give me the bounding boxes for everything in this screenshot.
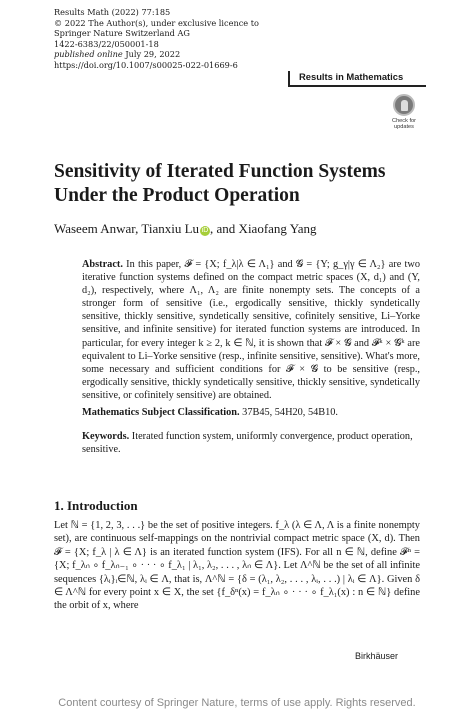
keywords-label: Keywords. xyxy=(82,431,130,442)
check-for-updates-icon xyxy=(393,94,415,116)
copyright-line: © 2022 The Author(s), under exclusive licence to xyxy=(54,17,259,28)
publisher-logo xyxy=(355,651,398,661)
msc-codes: 37B45, 54H20, 54B10. xyxy=(239,407,338,418)
published-line xyxy=(54,49,294,60)
msc-classification xyxy=(82,407,420,418)
msc-label: Mathematics Subject Classification. xyxy=(82,407,240,418)
doi-link[interactable]: https://doi.org/10.1007/s00025-022-01669-6 xyxy=(54,59,238,70)
article-metadata xyxy=(54,7,294,71)
check-for-updates-badge[interactable] xyxy=(389,94,419,130)
authors-last: , and Xiaofang Yang xyxy=(210,221,317,236)
abstract-label: Abstract. xyxy=(82,259,123,270)
section-heading: 1. Introduction xyxy=(54,498,138,513)
badge-label: Check for updates xyxy=(392,118,416,131)
publisher-name: Birkhäuser xyxy=(355,651,399,661)
issn-line: 1422-6383/22/050001-18 xyxy=(54,38,159,49)
authors-first: Waseem Anwar, Tianxiu Lu xyxy=(54,221,200,236)
citation-line: Results Math (2022) 77:185 xyxy=(54,7,171,17)
orcid-icon[interactable]: iD xyxy=(201,227,209,234)
journal-name: Results in Mathematics xyxy=(299,71,404,82)
author-list xyxy=(54,221,434,237)
journal-name-box xyxy=(288,71,426,87)
keywords-text: Iterated function system, uniformly convergence, product operation, sensitive. xyxy=(82,431,413,456)
paper-title: Sensitivity of Iterated Function Systems Under the Product Operation xyxy=(54,161,386,206)
published-label: published online xyxy=(54,49,123,60)
keywords xyxy=(82,430,420,456)
intro-paragraph: Let ℕ = {1, 2, 3, . . .} be the set of positive integers. f_λ (λ ∈ Λ, Λ is a finite nonempty set), are continuous self-mappings on the nontrivial compact metric space (X, d). Then 𝓕 = {X; f_λ | λ ∈ Λ} is an iterated function system (IFS). For all n ∈ ℕ, define 𝓕ⁿ = {X; f_λₙ ∘ f_λₙ₋₁ ∘ · · · ∘ f_λ₁ | λ₁, λ₂, . . . , λₙ ∈ Λ}. Let Λ^ℕ be the set of all infinite sequences {λᵢ}ᵢ∈ℕ, λᵢ ∈ Λ, that is, Λ^ℕ = {δ = (λ₁, λ₂, . . . , λᵢ, . . .) | λᵢ ∈ Λ}. Given δ ∈ Λ^ℕ for every point x ∈ X, the set {f_δⁿ(x) = f_λₙ ∘ · · · ∘ f_λ₁(x) : n ∈ ℕ} define the orbit of x, where xyxy=(54,520,420,612)
published-date: July 29, 2022 xyxy=(122,49,181,60)
copyright-holder: Springer Nature Switzerland AG xyxy=(54,28,190,39)
abstract-text: In this paper, 𝓕 = {X; f_λ|λ ∈ Λ₁} and 𝓖 = {Y; g_γ|γ ∈ Λ₂} are two iterative function systems defined on the compact metric spaces (X, d₁) and (Y, d₂), respectively, where Λ₁, Λ₂ are finite nonempty sets. The concepts of a stronger form of sensitive (i.e., ergodically sensitive, thickly syndetically sensitive, thickly sensitive, syndetically sensitive, cofinitely sensitive, Li–Yorke sensitive, and infinite sensitive) for iterated function systems are introduced. In particular, for every integer k ≥ 2, k ∈ ℕ, it is shown that 𝓕 × 𝓖 and 𝓕ᵏ × 𝓖ᵏ are equivalent to Li–Yorke sensitive (resp., infinite sensitive, sensitive). What's more, some necessary and sufficient conditions for 𝓕 × 𝓖 to be sensitive (resp., ergodically sensitive, thickly syndetically sensitive, thickly sensitive, syndetically sensitive, or cofinitely sensitive) are obtained. xyxy=(82,259,420,401)
copyright-footer: Content courtesy of Springer Nature, terms of use apply. Rights reserved. xyxy=(58,697,416,709)
abstract xyxy=(82,258,420,402)
